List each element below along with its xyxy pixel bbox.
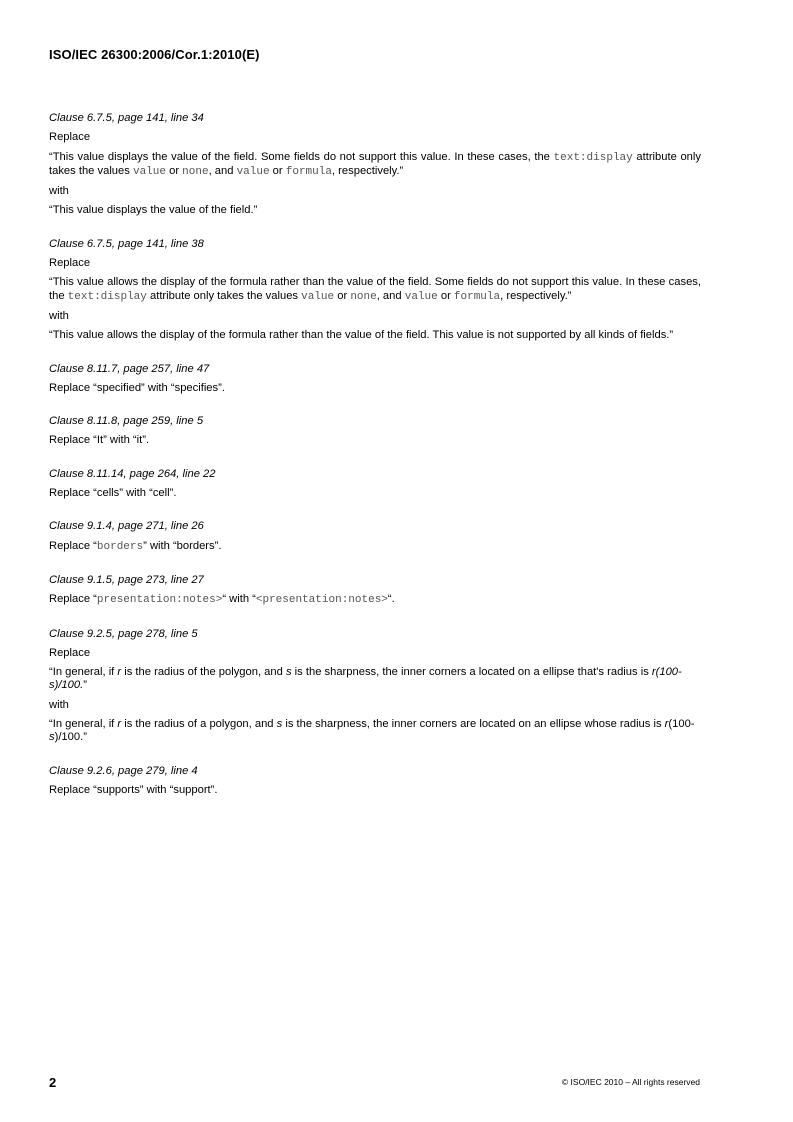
clause-heading: Clause 6.7.5, page 141, line 34 — [49, 112, 204, 124]
with-label: with — [49, 309, 69, 322]
with-label: with — [49, 185, 69, 198]
document-body — [49, 112, 701, 803]
replace-label: Replace — [49, 131, 91, 144]
new-text: “In general, if r is the radius of a polygon, and s is the sharpness, the inner corners are located on an ellipse whose radius is r(100-s)/100.” — [49, 718, 695, 744]
replace-label: Replace — [49, 257, 91, 270]
clause-heading: Clause 8.11.7, page 257, line 47 — [49, 362, 210, 375]
old-text: “This value allows the display of the formula rather than the value of the field. Some fields do not support this value. In these cases, the text:display attribute only takes the values value or none, and value or formula, respectively.” — [49, 276, 701, 303]
clause-heading: Clause 9.1.4, page 271, line 26 — [49, 520, 204, 533]
old-text: “In general, if r is the radius of the polygon, and s is the sharpness, the inner corners a located on a ellipse that's radius is r(100-s)/100.” — [49, 666, 682, 692]
code-term: borders — [96, 540, 144, 553]
code-term: value — [236, 165, 270, 178]
code-term: value — [132, 165, 166, 178]
page-number: 2 — [49, 1075, 57, 1090]
clause-heading: Clause 6.7.5, page 141, line 38 — [49, 237, 204, 250]
with-label: with — [49, 698, 69, 711]
code-term: text:display — [67, 290, 147, 303]
clause-heading: Clause 9.2.6, page 279, line 4 — [49, 764, 198, 777]
replacement-line: Replace “supports” with “support”. — [49, 783, 218, 796]
new-text: “This value displays the value of the field.” — [49, 204, 258, 217]
code-term: value — [404, 290, 438, 303]
replacement-line: Replace “presentation:notes>“ with “<presentation:notes>“. — [49, 593, 395, 607]
replace-label: Replace — [49, 646, 91, 659]
replacement-line: Replace “borders” with “borders”. — [49, 539, 222, 553]
replacement-line: Replace “It” with “it”. — [49, 434, 150, 447]
document-header: ISO/IEC 26300:2006/Cor.1:2010(E) — [49, 47, 260, 62]
clause-heading: Clause 9.1.5, page 273, line 27 — [49, 573, 204, 586]
new-text: “This value allows the display of the formula rather than the value of the field. This value is not supported by all kinds of fields.” — [49, 329, 674, 342]
old-text: “This value displays the value of the field. Some fields do not support this value. In these cases, the text:display attribute only takes the values value or none, and value or formula, respectively.” — [49, 150, 701, 178]
clause-heading: Clause 8.11.14, page 264, line 22 — [49, 467, 216, 480]
clause-heading: Clause 9.2.5, page 278, line 5 — [49, 627, 198, 640]
code-term: none — [182, 165, 209, 178]
clause-heading: Clause 8.11.8, page 259, line 5 — [49, 415, 204, 428]
code-term: value — [301, 290, 335, 303]
code-term: none — [350, 290, 377, 303]
code-term: formula — [453, 290, 501, 303]
replacement-line: Replace “cells” with “cell”. — [49, 487, 177, 500]
code-term: <presentation:notes> — [255, 594, 388, 607]
replacement-line: Replace “specified” with “specifies”. — [49, 381, 225, 394]
code-term: formula — [285, 165, 332, 178]
code-term: presentation:notes> — [96, 594, 223, 607]
copyright-notice: © ISO/IEC 2010 – All rights reserved — [561, 1077, 700, 1087]
code-term: text:display — [553, 151, 633, 164]
